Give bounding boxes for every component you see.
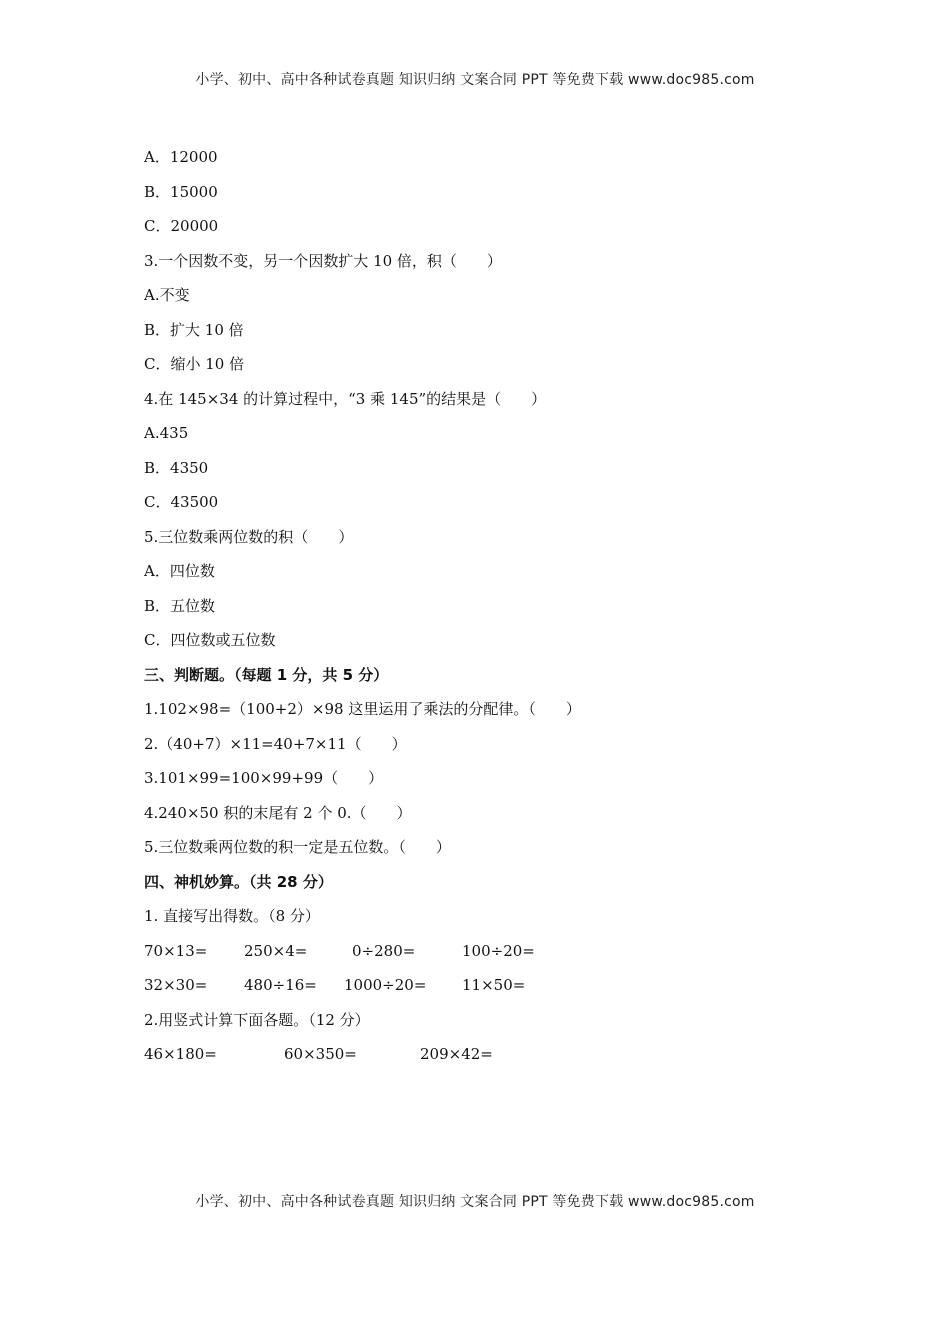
page-footer: 小学、初中、高中各种试卷真题 知识归纳 文案合同 PPT 等免费下载 www.doc985.com xyxy=(195,1194,755,1210)
q3-option-a: A.不变 xyxy=(144,286,190,304)
q2-option-c: C．20000 xyxy=(144,217,219,235)
q3-option-b: B．扩大 10 倍 xyxy=(144,320,244,339)
judge-item: 2.（40+7）×11=40+7×11（ ） xyxy=(144,734,407,753)
math-problem: 11×50= xyxy=(462,976,526,994)
vertical-calc-row xyxy=(144,1042,844,1077)
mental-math-row-1 xyxy=(144,939,844,974)
math-problem: 1000÷20= xyxy=(344,976,427,994)
q2-option-a: A．12000 xyxy=(144,148,218,166)
q4-option-c: C．43500 xyxy=(144,493,219,511)
math-problem: 480÷16= xyxy=(244,976,317,994)
part1-title: 1. 直接写出得数。（8 分） xyxy=(144,907,320,925)
judge-item: 4.240×50 积的末尾有 2 个 0.（ ） xyxy=(144,803,412,822)
q3-option-c: C．缩小 10 倍 xyxy=(144,355,245,373)
mental-math-row-2 xyxy=(144,973,844,1008)
part2-title: 2.用竖式计算下面各题。（12 分） xyxy=(144,1010,370,1029)
math-problem: 250×4= xyxy=(244,941,308,960)
section4-title: 四、神机妙算。（共 28 分） xyxy=(144,872,333,891)
section3-title: 三、判断题。（每题 1 分，共 5 分） xyxy=(144,665,389,684)
judge-item: 3.101×99=100×99+99（ ） xyxy=(144,769,384,787)
q3-question: 3.一个因数不变，另一个因数扩大 10 倍，积（ ） xyxy=(144,251,502,270)
exam-content xyxy=(144,145,844,1077)
q4-question: 4.在 145×34 的计算过程中，“3 乘 145”的结果是（ ） xyxy=(144,389,547,408)
q2-option-b: B．15000 xyxy=(144,182,218,201)
math-problem: 32×30= xyxy=(144,976,208,994)
q5-option-c: C．四位数或五位数 xyxy=(144,631,276,649)
math-problem: 60×350= xyxy=(284,1045,357,1063)
math-problem: 209×42= xyxy=(420,1045,493,1063)
judge-item: 5.三位数乘两位数的积一定是五位数。（ ） xyxy=(144,838,451,856)
q4-option-a: A.435 xyxy=(144,424,189,442)
math-problem: 46×180= xyxy=(144,1045,217,1063)
math-problem: 0÷280= xyxy=(352,941,416,960)
judge-item: 1.102×98=（100+2）×98 这里运用了乘法的分配律。（ ） xyxy=(144,700,581,718)
q5-question: 5.三位数乘两位数的积（ ） xyxy=(144,527,354,546)
page-header: 小学、初中、高中各种试卷真题 知识归纳 文案合同 PPT 等免费下载 www.doc985.com xyxy=(195,72,755,88)
q4-option-b: B．4350 xyxy=(144,458,209,477)
math-problem: 70×13= xyxy=(144,941,208,960)
q5-option-b: B．五位数 xyxy=(144,596,216,615)
q5-option-a: A．四位数 xyxy=(144,562,215,580)
math-problem: 100÷20= xyxy=(462,941,535,960)
